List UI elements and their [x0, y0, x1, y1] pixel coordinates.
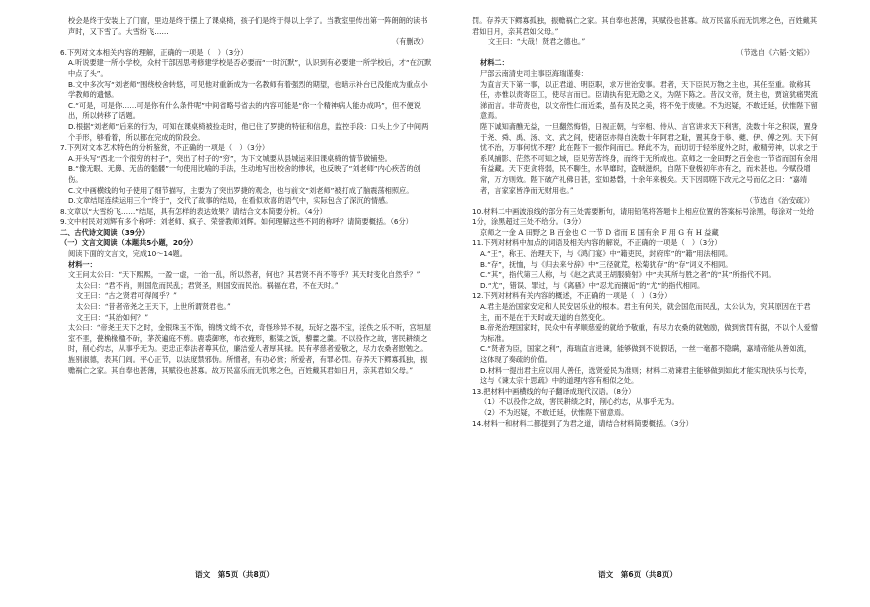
- right-paragraph: C.“贤者为臣，国家之利”，海瑞直言进谏，能够做到不说假话，一丝一毫都不隐瞒，嘉靖帝能从善如流，这体现了奏疏的价值。: [480, 344, 812, 364]
- right-paragraph: 14.材料一和材料二都提到了为君之道，请结合材料简要概括。（3分）: [472, 418, 693, 428]
- right-paragraph: 为直言天下第一事，以正君道、明臣职，求万世治安事。君者，天下臣民万物之主也，其任至重。欲称其任，亦惟以责寄臣工，使尽言而已。臣请执有犯无隐之义，为陛下陈之。昔汉文帝，贤主也，贾谊犹痛哭流涕而言。非苛责也，以文帝性仁而近柔，虽有及民之美，将不免于废驰。不为迟疑，不敢迁延，伏惟陛下留意焉。: [480, 79, 818, 121]
- left-paragraph: 7.下列对文本艺术特色的分析鉴赏，不正确的一项是（ ）（3分）: [60, 143, 270, 153]
- left-paragraph: A.开头写“西北一个很穷的村子”，突出了村子的“穷”，为下文城要从县城运来旧课桌椅的情节做铺垫。: [68, 153, 392, 163]
- footer-page-6: 语文 第6页（共8页）: [598, 570, 677, 579]
- right-paragraph: 罚。存养天下鳏寡孤独，振赡祸亡之家。其自奉也甚薄，其赋役也甚寡。故万民富乐而无饥寒之色，百姓戴其君如日月，亲其君如父母。”: [472, 16, 818, 36]
- left-paragraph: 9.文中村民对刘辉有多个称呼：刘老师、疯子、荣誉教师刘辉。如何理解这些不同的称呼？请简要概括。（6分）: [60, 217, 413, 227]
- left-paragraph: C.“可是，可是你……可是你有什么条件呢”中间省略号省去的内容可能是“你一个精神病人能办成吗”，但不便说出，所以转移了话题。: [68, 100, 421, 121]
- right-paragraph: （2）不为迟疑，不敢迁延，伏惟陛下留意焉。: [480, 407, 629, 417]
- left-paragraph: C.文中画横线的句子使用了细节描写，主要为了突出罗捷的观念，也与前文“刘老师”被打成了脑震荡相照应。: [68, 185, 414, 195]
- right-paragraph: 10.材料二中画波浪线的部分有三处需要断句，请用铅笔将答题卡上相应位置的答案标号涂黑，每涂对一处给1分，涂黑超过三处不给分。（3分）: [472, 206, 815, 227]
- right-paragraph: B.帝尧治理国家时，民众中有孝顺慈爱的就给予敬重，有尽力农桑的就勉励，做到赏罚有据，不以个人爱憎为标准。: [480, 323, 818, 343]
- right-paragraph: 13.把材料中画横线的句子翻译成现代汉语。（8分）: [472, 386, 636, 396]
- right-paragraph: （节选自《六韬·文韬》）: [736, 47, 814, 57]
- left-page-column: [60, 16, 432, 376]
- right-paragraph: A.君主是治国家安定和人民安居乐业的根本。君主有何关，就会国危而民乱，太公认为，究其原因在于君主，而不是在于天时或天道的自然变化。: [480, 302, 811, 322]
- right-paragraph: （1）不以役作之故，害民耕绩之时，削心约志，从事乎无为。: [480, 397, 679, 407]
- left-paragraph: 6.下列对文本相关内容的理解，正确的一项是（ ）（3分）: [60, 47, 248, 57]
- left-paragraph: 文王问太公曰：“天下熙熙，一盈一虚，一治一乱，所以然者，何也？其君贤不肖不等乎？其天时变化自然乎？”: [68, 270, 421, 280]
- left-paragraph: 二、古代诗文阅读（39分）: [60, 227, 150, 237]
- left-paragraph: （一）文言文阅读（本题共5小题，20分）: [60, 238, 198, 248]
- right-paragraph: C.“其”，指代第三人称，与《赵之武灵王胡服骑射》中“夫其所与胜之者”的“其”所指代不同。: [480, 270, 776, 280]
- left-paragraph: B.“像无眼、无鼻、无齿的骷髅”一句使用比喻的手法，生动地写出校舍的惨状，也反映了“刘老师”内心疾苦的创伤。: [68, 164, 421, 184]
- left-paragraph: 太公曰：“君不肖，则国危而民乱；君贤圣，则国安而民治。祸福在君，不在天时。”: [76, 280, 339, 290]
- left-paragraph: 文王曰：“其治如何？”: [76, 312, 149, 322]
- right-paragraph: 12.下列对材料有关内容的概述，不正确的一项是（ ）（3分）: [472, 291, 672, 301]
- right-paragraph: （节选自《治安疏》）: [745, 196, 814, 206]
- right-paragraph: 11.下列对材料中加点的词语及相关内容的解说，不正确的一项是（ ）（3分）: [472, 238, 722, 248]
- left-paragraph: 太公曰：“昔者帝尧之王天下，上世所谓贤君也。”: [76, 302, 231, 312]
- left-paragraph: 文王曰：“古之贤君可得闻乎？”: [76, 291, 177, 301]
- left-paragraph: B.文中多次写“刘老师”围绕校舍转悠，可见他对重新成为一名教师有着强烈的期望，也暗示补台已没能成为重点小学教师的遗憾。: [68, 79, 428, 100]
- left-paragraph: D.文章结尾连续运用三个“终于”，交代了故事的结局，在看似欢喜的语气中，实际包含了深沉的情感。: [68, 196, 393, 206]
- left-paragraph: D.根据“刘老师”后来的行为，可知在课桌椅被捡走时，他已住了罗捷的特征和信息，监控手段：口头上少了中间两个手形，够看着，所以都在完成的阶段会。: [68, 121, 429, 142]
- right-paragraph: A.“王”，称王、治理天下，与《鸿门宴》中“籍吏民，封府库”的“籍”用法相同。: [480, 249, 733, 259]
- right-paragraph: 文王曰：“大哉！贤君之德也。”: [488, 37, 586, 47]
- left-paragraph: A.听说要建一所小学校，众村干部因思考修建学校是否必要而“一时沉默”，认识到有必要建一所学校后，才“在沉默中点了头”。: [68, 58, 432, 78]
- right-paragraph: 京师之一金 A 田野之 B 百金也 C 一节 D 省而 E 国有余 F 用 G 有 H 益藏: [480, 227, 719, 237]
- right-paragraph: 尸部云南清史司主事臣海瑞谨奏：: [480, 68, 588, 78]
- right-page-column: [472, 16, 818, 429]
- right-paragraph: 陛下诚知斋醮无益，一旦翻然悔悟，日视正朝，与宰相、侍从、言官讲求天下利害，洗数十年之积误，置身于尧、舜、禹、汤、文、武之间，使诸臣亦得自洗数十年阿君之耻，置其身于皋、夔、伊、傅之列。天下何忧不治，万事何忧不理？此在陛下一振作间而已。释此不为，而切切于轻举度外之时，敝精劳神，以求之于系风捕影、茫然不可知之域，臣见劳苦终身，而终于无所成也。京师之一金田野之百金也一节省而国有余用有益藏。天下吏贪将弱，民不聊生，水旱靡时，盗贼滋炽，自陛下登极初年亦有之，而未甚也。今赋役增常，万方则效。陛下破产礼佛日甚，室如悬磬，十余年来极矣。天下因即陛下改元之号而亿之曰：“嘉靖者，言家家皆净而无财用也。”: [480, 121, 818, 195]
- left-paragraph: 8.文章以“大雪纷飞……”结尾，具有怎样的表达效果？请结合文本简要分析。（4分）: [60, 206, 327, 216]
- right-paragraph: D.材料一提出君主应以用人善任，选贤爱民为准则；材料二劝谏君主能够做到如此才能实现快乐与长寿，这与《谏太宗十思疏》中的道理内容有相似之处。: [480, 365, 812, 386]
- footer-page-5: 语文 第5页（共8页）: [195, 570, 274, 579]
- left-paragraph: 阅读下面的文言文，完成10～14题。: [68, 249, 187, 259]
- left-paragraph: 材料一：: [68, 259, 97, 269]
- right-paragraph: D.“尤”，错误、罪过，与《离骚》中“忍尤而攘诟”的“尤”的指代相同。: [480, 280, 705, 290]
- left-paragraph: 太公曰：“帝尧王天下之时，金银珠玉不饰，锦绣文绮不衣，奇怪珍异不视，玩好之器不宝，淫佚之乐不听，宫垣屋室不垩，甍桷椽楹不斫，茅茨遍庭不剪。鹿裘御寒，布衣掩形，粝粱之饭，藜藿之羹。不以役作之故，害民耕绩之时，削心约志，从事乎无为。吏忠正奉法者尊其位，廉洁爱人者厚其禄。民有孝慈者爱敬之，尽力农桑者慰勉之。旌别淑德，表其门闾。平心正节，以法度禁邪伪。所憎者，有功必赏；所爱者，有罪必罚。存养天下鳏寡孤独，振赡祸亡之家。其自奉也甚薄，其赋役也甚寡。故万民富乐而无饥寒之色，百姓戴其君如日月，亲其君如父母。”: [68, 323, 432, 375]
- left-paragraph: 校会是终于安装上了门窗，里边是终于摆上了课桌椅，孩子们是终于得以上学了。当教室里传出第一阵朗朗的读书声时，又下雪了。大雪纷飞……: [68, 16, 428, 36]
- right-paragraph: 材料二：: [480, 58, 509, 68]
- left-paragraph: （有删改）: [392, 37, 428, 47]
- right-paragraph: B.“存”，抚恤，与《归去来兮辞》中“三径就荒，松菊犹存”的“存”词义不相同。: [480, 259, 733, 269]
